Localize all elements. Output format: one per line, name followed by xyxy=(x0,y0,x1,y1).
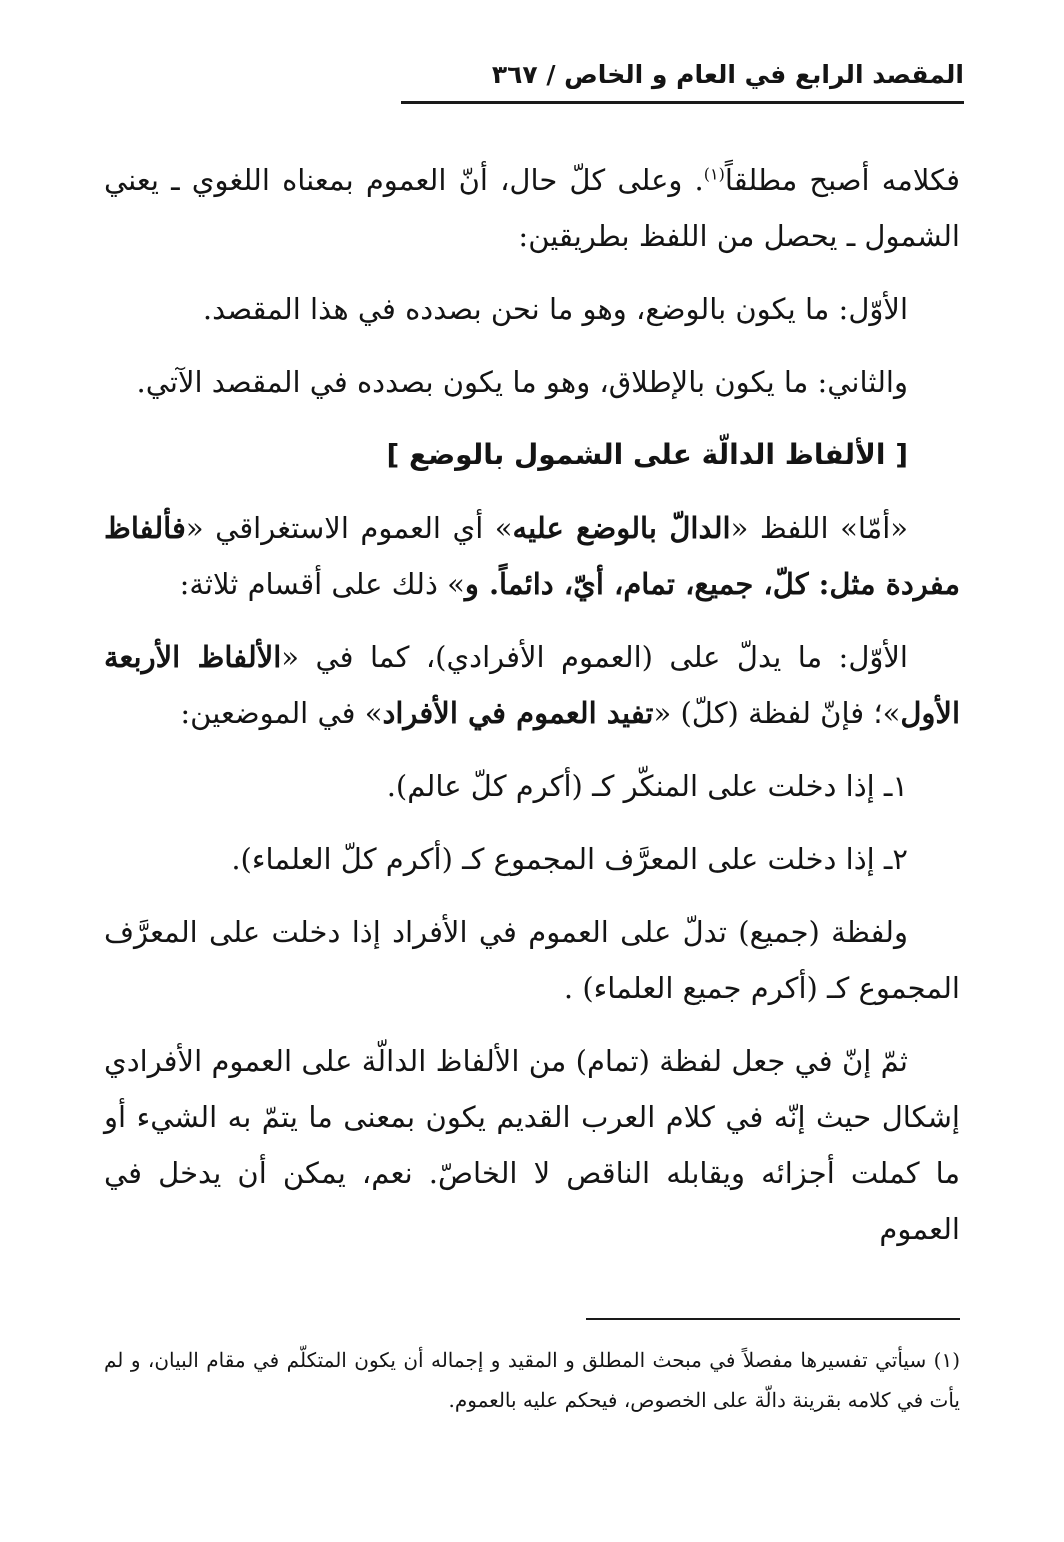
footnotes xyxy=(104,1340,960,1420)
list-item xyxy=(104,831,960,887)
paragraph xyxy=(104,1033,960,1257)
bold-text-run: فألفاظ مفردة مثل: كلّ، جميع، تمام، أيّ، دائماً. و xyxy=(104,511,960,601)
text-run: ١ـ إذا دخلت على المنكّر كـ (أكرم كلّ عالم). xyxy=(386,769,908,803)
bold-text-run: الدالّ بالوضع عليه xyxy=(512,511,731,545)
paragraph xyxy=(104,904,960,1016)
list-item xyxy=(104,758,960,814)
text-run: ولفظة (جميع) تدلّ على العموم في الأفراد إذا دخلت على المعرَّف المجموع كـ (أكرم جميع العلماء) . xyxy=(104,915,960,1005)
bold-text-run: تفيد العموم في الأفراد xyxy=(382,696,654,730)
bold-text-run: الألفاظ الأربعة الأول xyxy=(104,640,960,730)
heading-text: [ الألفاظ الدالّة على الشمول بالوضع ] xyxy=(386,438,908,471)
section-heading xyxy=(104,427,960,483)
paragraph xyxy=(104,281,960,337)
paragraph xyxy=(104,500,960,612)
paragraph xyxy=(104,152,960,264)
text-run: ٢ـ إذا دخلت على المعرَّف المجموع كـ (أكرم كلّ العلماء). xyxy=(231,842,908,876)
text-run: » ذلك على أقسام ثلاثة: xyxy=(179,567,465,601)
running-header: المقصد الرابع في العام و الخاص / ٣٦٧ xyxy=(491,60,964,89)
text-run: » في الموضعين: xyxy=(180,696,383,730)
text-run: ثمّ إنّ في جعل لفظة (تمام) من الألفاظ الدالّة على العموم الأفرادي إشكال حيث إنّه في كلام العرب القديم يكون بمعنى ما يتمّ به الشيء أو ما كملت أجزائه ويقابله الناقص لا الخاصّ. نعم، يمكن أن يدخل في العموم xyxy=(104,1044,960,1246)
footnote: (١) سيأتي تفسيرها مفصلاً في مبحث المطلق و المقيد و إجماله أن يكون المتكلّم في مقام البيان، و لم يأت في كلامه بقرينة دالّة على الخصوص، فيحكم عليه بالعموم. xyxy=(104,1348,960,1412)
text-run: » أي العموم الاستغراقي « xyxy=(185,511,513,545)
paragraph xyxy=(104,354,960,410)
text-run: فكلامه أصبح مطلقاً xyxy=(724,163,960,197)
text-run: الأوّل: ما يكون بالوضع، وهو ما نحن بصدده في هذا المقصد. xyxy=(202,292,908,326)
text-run: . وعلى كلّ حال، أنّ العموم بمعناه اللغوي ـ يعني الشمول ـ يحصل من اللفظ بطريقين: xyxy=(104,163,960,253)
footnote-marker[interactable]: (١) xyxy=(703,164,725,184)
text-run: الأوّل: ما يدلّ على (العموم الأفرادي)، كما في « xyxy=(281,640,908,674)
text-run: والثاني: ما يكون بالإطلاق، وهو ما يكون بصدده في المقصد الآتي. xyxy=(136,365,908,399)
text-run: »؛ فإنّ لفظة (كلّ) « xyxy=(653,696,901,730)
footnote-rule xyxy=(586,1318,960,1320)
body-text xyxy=(104,152,960,1274)
header-rule xyxy=(401,101,964,104)
paragraph xyxy=(104,629,960,741)
text-run: «أمّا» اللفظ « xyxy=(730,511,908,545)
